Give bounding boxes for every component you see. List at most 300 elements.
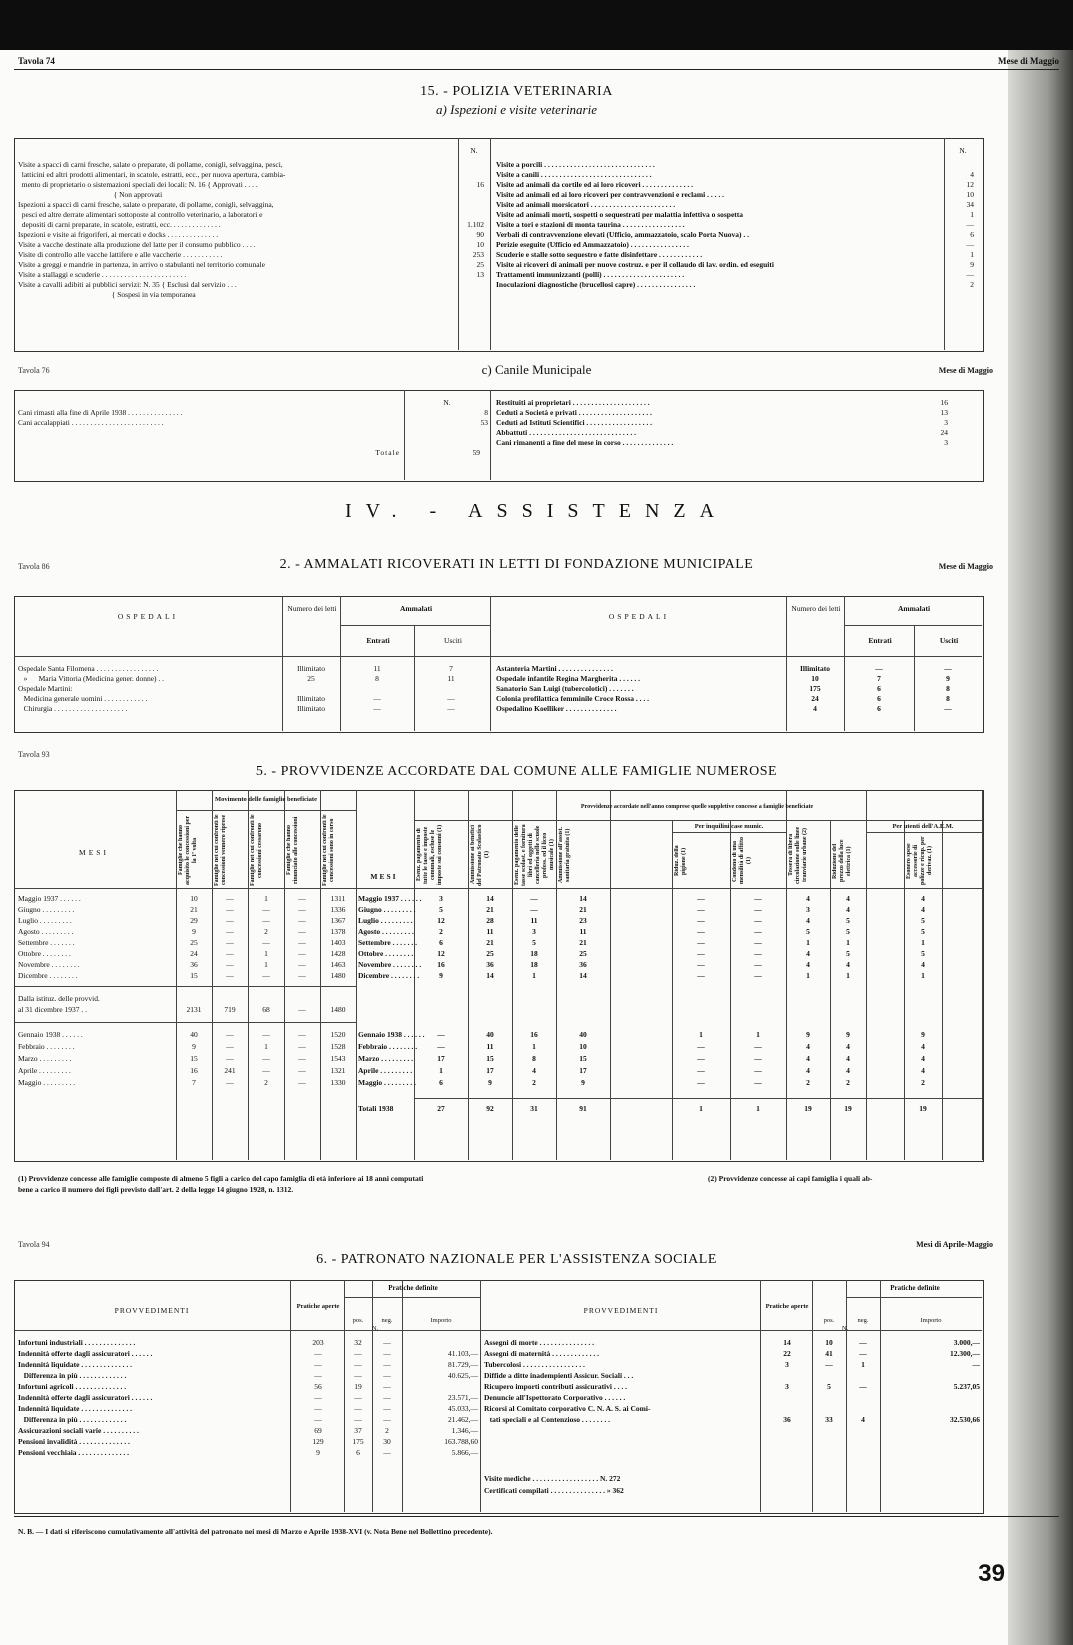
table-row (496, 230, 980, 240)
cell-e: — (373, 694, 381, 703)
cell-g: 4 (861, 1415, 865, 1424)
t86-right-rows (496, 664, 982, 714)
row-label: pesci ed altre derrate alimentari sottoposte al controllo veterinario, a laboratori e (18, 210, 263, 219)
vet-right-rows (496, 160, 980, 290)
cell-n: tati speciali e al Contenzioso . . . . . . . . (484, 1415, 611, 1424)
cell: — (697, 905, 705, 914)
cell-a: 14 (783, 1338, 791, 1347)
cell: 17 (579, 1066, 587, 1075)
t86-title: 2. - AMMALATI RICOVERATI IN LETTI DI FONDAZIONE MUNICIPALE (279, 557, 754, 572)
cell: — (226, 960, 234, 969)
cell: 21 (579, 938, 587, 947)
cell: 1 (264, 1042, 268, 1051)
table-row-month: Ottobre . . . . . . . . (358, 949, 414, 958)
t93-right-col-header: Ammissione ai beneficî del Patronato Scolastico (1) (470, 824, 490, 886)
table-row-month: Settembre . . . . . . . (18, 938, 75, 947)
cell-u: — (447, 694, 455, 703)
cell: 9 (439, 971, 443, 980)
table-row (18, 200, 488, 210)
cell: 9 (192, 927, 196, 936)
row-value: 3 (944, 418, 948, 427)
row-label: Visite ad animali da cortile ed ai loro ricoveri . . . . . . . . . . . . . . (496, 180, 694, 189)
cell: 1321 (330, 1066, 346, 1075)
cell: — (226, 905, 234, 914)
t93-istituz-label-2: al 31 dicembre 1937 . . (18, 1005, 87, 1014)
cell: — (298, 1042, 306, 1051)
cell: 11 (486, 1042, 494, 1051)
cell: — (226, 1042, 234, 1051)
table-row-month: Luglio . . . . . . . . . (358, 916, 413, 925)
cell-u: — (447, 704, 455, 713)
cell: — (298, 1054, 306, 1063)
total-cell: 1 (756, 1104, 760, 1113)
cell-letti: Illimitato (297, 704, 325, 713)
cell-n: Indennità offerte dagli assicuratori . . . . . . (18, 1393, 153, 1402)
t94-h-n-left: N. (371, 1325, 379, 1332)
cell: — (754, 1066, 762, 1075)
cell-u: 8 (946, 694, 950, 703)
cell: 1311 (330, 894, 346, 903)
cell: — (754, 960, 762, 969)
cell-g: 30 (383, 1437, 391, 1446)
cell: 4 (846, 1042, 850, 1051)
cell: 17 (437, 1054, 445, 1063)
canile-total-row (300, 448, 488, 458)
cell: 36 (579, 960, 587, 969)
cell: 25 (486, 949, 494, 958)
cell-n: Differenza in più . . . . . . . . . . . . . (18, 1371, 127, 1380)
row-value: 3 (944, 438, 948, 447)
cell: — (298, 1066, 306, 1075)
cell-letti (282, 684, 340, 694)
canile-right-rows (496, 398, 956, 448)
row-label: Trattamenti immunizzanti (polli) . . . . . . . . . . . . . . . . . . . . . . (496, 270, 685, 279)
cell: 18 (530, 949, 538, 958)
cell-i: 21.462,— (448, 1415, 478, 1424)
cell: 17 (486, 1066, 494, 1075)
cell: 1 (532, 1042, 536, 1051)
assistenza-title: IV. - ASSISTENZA (344, 500, 729, 522)
t94-h-pos-right: pos. (823, 1317, 835, 1324)
table-row-month: Giugno . . . . . . . . . (18, 905, 75, 914)
cell: 2 (921, 1078, 925, 1087)
table-row-month: Novembre . . . . . . . . (358, 960, 422, 969)
table-row (18, 190, 488, 200)
cell: — (298, 949, 306, 958)
cell: 4 (921, 894, 925, 903)
t94-h-def-right: Pratiche definite (890, 1284, 940, 1292)
table-row (496, 664, 982, 674)
cell: 1 (756, 1030, 760, 1039)
t86-h-num-left: Numero dei letti (287, 604, 337, 613)
cell: 5 (532, 938, 536, 947)
cell: — (298, 916, 306, 925)
total-cell: 91 (579, 1104, 587, 1113)
row-value: 12 (966, 180, 974, 189)
cell-n: Diffide a ditte inadempienti Assicur. Sociali . . . (484, 1371, 634, 1380)
cell: 4 (921, 905, 925, 914)
cell: 18 (530, 960, 538, 969)
cell-g: — (383, 1393, 391, 1402)
t86-h-usc-right: Usciti (939, 636, 959, 645)
row-label: Visite di controllo alle vacche lattifere e alle vaccherie . . . . . . . . . . . (18, 250, 223, 259)
cell: 9 (806, 1030, 810, 1039)
row-value: 10 (966, 190, 974, 199)
cell: — (754, 1054, 762, 1063)
t86-h-amm-right: Ammalati (897, 604, 931, 613)
t94-visite: Visite mediche . . . . . . . . . . . . . . . . . . N. 272 (484, 1474, 621, 1483)
cell: 1 (921, 971, 925, 980)
canile-mese: Mese di Maggio (938, 366, 993, 375)
row-label: Visite a greggi e mandrie in partenza, in arrivo o stabulanti nel territorio comunale (18, 260, 265, 269)
cell-e: 8 (375, 674, 379, 683)
t86-h-osp-left: OSPEDALI (117, 612, 179, 621)
cell: — (262, 938, 270, 947)
row-label: Cani accalappiati . . . . . . . . . . . . . . . . . . . . . . . . . (18, 418, 164, 427)
canile-left-rows (18, 408, 488, 428)
table-row-month: Febbraio . . . . . . . . (358, 1042, 418, 1051)
t86-mese: Mese di Maggio (938, 562, 993, 571)
table-row-month: Gennaio 1938 . . . . . . (358, 1030, 425, 1039)
cell-n: Ricupero importi contributi assicurativi . . . . (484, 1382, 627, 1391)
cell: — (697, 1054, 705, 1063)
cell-u: 11 (447, 674, 455, 683)
table-row (496, 704, 982, 714)
cell-a: — (314, 1349, 322, 1358)
cell-name: Colonia profilattica femminile Croce Rossa . . . . (496, 694, 650, 703)
cell-a: 56 (314, 1382, 322, 1391)
row-value (456, 210, 484, 220)
cell-p: — (825, 1360, 833, 1369)
cell-letti: Illimitato (297, 664, 325, 673)
cell: 1428 (330, 949, 346, 958)
cell: — (697, 938, 705, 947)
cell-letti: 25 (307, 674, 315, 683)
cell: 1403 (330, 938, 346, 947)
t93-note-2: (2) Provvidenze concesse ai capi famiglia i quali ab- (708, 1174, 873, 1183)
cell-u: 9 (946, 674, 950, 683)
cell-a: — (314, 1415, 322, 1424)
cell: 4 (846, 960, 850, 969)
t93-left-col-header: Famiglie che hanno rinunciato alle concessioni (286, 816, 299, 884)
t86-h-entr-left: Entrati (366, 636, 390, 645)
table-row (496, 280, 980, 290)
row-value: 253 (472, 250, 484, 259)
cell-n: Infortuni industriali . . . . . . . . . . . . . . (18, 1338, 136, 1347)
running-header (18, 56, 1059, 68)
t93-h-mov: Movimento delle famiglie beneficiate (215, 796, 317, 803)
t94-tab-label: Tavola 94 (18, 1240, 50, 1249)
t93-totali-label: Totali 1938 (358, 1104, 394, 1113)
table-row (18, 230, 488, 240)
canile-n-label: N. (443, 398, 451, 407)
t93-left-col-header: Famiglie nei cui confronti le concessioni vennero riprese (214, 814, 227, 886)
cell: — (226, 1078, 234, 1087)
cell: 1 (806, 938, 810, 947)
t93-left-col-header: Famiglie nei cui confronti le concessioni sono in corso (322, 814, 335, 886)
cell: 5 (846, 916, 850, 925)
t94-mese: Mesi di Aprile-Maggio (916, 1240, 993, 1249)
cell-a: 9 (316, 1448, 320, 1457)
cell: 1 (921, 938, 925, 947)
row-value: 24 (940, 428, 948, 437)
table-row-month: Gennaio 1938 . . . . . . (18, 1030, 83, 1039)
t93-note-1: (1) Provvidenze concesse alle famiglie composte di almeno 5 figli a carico del capo famiglia di età inferiore ai 18 anni computati (18, 1174, 424, 1183)
cell: 1 (846, 938, 850, 947)
table-row (496, 240, 980, 250)
cell-g: — (859, 1382, 867, 1391)
t86-h-num-right: Numero dei letti (791, 604, 841, 613)
top-dark-border (0, 0, 1073, 50)
cell: 2 (264, 927, 268, 936)
t94-footnote: N. B. — I dati si riferiscono cumulativamente all'attività del patronato nei mesi di Marzo e Aprile 1938-XVI (v. Nota Bene nel Bollettino precedente). (18, 1527, 493, 1536)
t93-h-mesi-left: MESI (79, 848, 109, 857)
table-row (18, 210, 488, 220)
cell-g: — (383, 1448, 391, 1457)
row-label: Visite a porcili . . . . . . . . . . . . . . . . . . . . . . . . . . . . . . (496, 160, 655, 169)
cell-p: 33 (825, 1415, 833, 1424)
table-row (18, 180, 488, 190)
cell-g: — (383, 1415, 391, 1424)
t94-h-prov-left: PROVVEDIMENTI (114, 1306, 190, 1315)
row-label: Perizie eseguite (Ufficio ed Ammazzatoio) . . . . . . . . . . . . . . . . (496, 240, 689, 249)
cell: 25 (579, 949, 587, 958)
cell: 23 (579, 916, 587, 925)
cell-i: — (972, 1360, 980, 1369)
cell: 28 (486, 916, 494, 925)
row-label: Visite a tori e stazioni di monta taurina . . . . . . . . . . . . . . . . . (496, 220, 685, 229)
row-value (942, 160, 974, 170)
table-row (496, 270, 980, 280)
cell: 8 (532, 1054, 536, 1063)
cell: 719 (224, 1005, 236, 1014)
cell-i: 163.788,60 (444, 1437, 478, 1446)
total-cell: 27 (437, 1104, 445, 1113)
header-right: Mese di Maggio (998, 56, 1059, 66)
cell-u: 8 (946, 684, 950, 693)
cell: 36 (190, 960, 198, 969)
cell: 14 (579, 894, 587, 903)
cell: 24 (190, 949, 198, 958)
cell-i: 32.530,66 (950, 1415, 980, 1424)
cell-u: 7 (449, 664, 453, 673)
table-row (18, 664, 490, 674)
cell-n: Indennità liquidate . . . . . . . . . . . . . . (18, 1404, 132, 1413)
t93-left-col-header: Famiglie che hanno acquisito le concessioni per la 1ª volta (178, 815, 198, 885)
cell: 1336 (330, 905, 346, 914)
cell: 1520 (330, 1030, 346, 1039)
cell: — (754, 1042, 762, 1051)
cell-u: — (944, 664, 952, 673)
table-row (18, 704, 490, 714)
cell: 4 (806, 1042, 810, 1051)
cell: 4 (532, 1066, 536, 1075)
row-label: depositi di carni preparate, in scatole, estratti, ecc. . . . . . . . . . . . . . (18, 220, 221, 229)
t94-h-prat-left: Pratiche aperte (296, 1303, 340, 1310)
cell: 6 (439, 938, 443, 947)
cell: — (262, 916, 270, 925)
cell-a: — (314, 1404, 322, 1413)
cell-n: Assegni di morte . . . . . . . . . . . . . . . (484, 1338, 594, 1347)
cell-p: 41 (825, 1349, 833, 1358)
cell: — (298, 1030, 306, 1039)
table-row (496, 220, 980, 230)
table-row-month: Giugno . . . . . . . . . (358, 905, 416, 914)
cell-name: Medicina generale uomini . . . . . . . . . . . . (18, 694, 148, 703)
row-value (456, 190, 484, 200)
cell: — (754, 971, 762, 980)
row-label: Visite ad animali morsicatori . . . . . . . . . . . . . . . . . . . . . . . (496, 200, 676, 209)
t93-right-col-header: Riduzione del prezzo della luce elettrica (1) (832, 839, 852, 883)
table-row (18, 270, 488, 280)
row-value (456, 290, 484, 300)
t93-title: 5. - PROVVIDENZE ACCORDATE DAL COMUNE ALLE FAMIGLIE NUMEROSE (255, 764, 778, 779)
cell: 21 (190, 905, 198, 914)
table-row (496, 438, 956, 448)
row-label: Visite a spacci di carni fresche, salate o preparate, di pollame, conigli, selvaggina, pesci, (18, 160, 283, 169)
cell: — (697, 1042, 705, 1051)
cell-e: 11 (373, 664, 381, 673)
cell-n: Tubercolosi . . . . . . . . . . . . . . . . . (484, 1360, 585, 1369)
cell: — (262, 1054, 270, 1063)
cell: — (437, 1042, 445, 1051)
canile-total-value: 59 (472, 448, 480, 457)
cell-n: Indennità liquidate . . . . . . . . . . . . . . (18, 1360, 132, 1369)
cell: 2 (439, 927, 443, 936)
cell: 1 (532, 971, 536, 980)
vet-divider (490, 138, 491, 350)
table-row (18, 418, 488, 428)
cell-i: 23.571,— (448, 1393, 478, 1402)
table-row (18, 408, 488, 418)
t94-h-pos-left: pos. (352, 1317, 364, 1324)
row-value: 1 (970, 250, 974, 259)
cell-a: 129 (312, 1437, 324, 1446)
table-row-month: Ottobre . . . . . . . . (18, 949, 71, 958)
total-cell: 19 (844, 1104, 852, 1113)
cell: — (298, 905, 306, 914)
row-value: — (966, 240, 974, 249)
cell: 12 (437, 916, 445, 925)
table-row-month: Aprile . . . . . . . . . (18, 1066, 71, 1075)
table-row-month: Maggio 1937 . . . . . . (358, 894, 422, 903)
total-cell: 1 (699, 1104, 703, 1113)
row-label: Cani rimasti alla fine di Aprile 1938 . . . . . . . . . . . . . . . (18, 408, 183, 417)
t93-right-col-header: Ammissione all'assist. sanitaria gratuita (1) (558, 827, 571, 884)
cell: 16 (530, 1030, 538, 1039)
row-label: Ceduti a Società e privati . . . . . . . . . . . . . . . . . . . . (496, 408, 652, 417)
cell-n: Pensioni vecchiaia . . . . . . . . . . . . . . (18, 1448, 130, 1457)
cell-i: 41.103,— (448, 1349, 478, 1358)
row-value: 13 (476, 270, 484, 279)
t94-title: 6. - PATRONATO NAZIONALE PER L'ASSISTENZA SOCIALE (316, 1252, 717, 1267)
cell-letti: 4 (813, 704, 817, 713)
cell: — (226, 949, 234, 958)
cell: 1480 (330, 1005, 346, 1014)
cell: 4 (921, 1054, 925, 1063)
table-row-month: Marzo . . . . . . . . . (358, 1054, 413, 1063)
row-label: Ispezioni a spacci di carni fresche, salate o preparate, di pollame, conigli, selvaggina, (18, 200, 274, 209)
row-value: — (966, 220, 974, 229)
t93-right-col-header: Esenz. pagamento delle tasse scolast. e fornitura libri ed oggetti di cancelleria nelle scuole profess. ed il liceo musicale (1) (514, 824, 555, 886)
t94-h-prov-right: PROVVEDIMENTI (583, 1306, 659, 1315)
row-value: 1.102 (467, 220, 484, 229)
cell: 1 (806, 971, 810, 980)
cell-name: » Maria Vittoria (Medicina gener. donne) . . (18, 674, 165, 683)
cell-name: Ospedale Martini: (18, 684, 73, 693)
cell-a: 3 (785, 1382, 789, 1391)
cell-g: — (383, 1338, 391, 1347)
cell: 1 (699, 1030, 703, 1039)
cell: 40 (579, 1030, 587, 1039)
row-label: latticini ed altri prodotti alimentari, in scatole, estratti, ecc., per nuova apertura, cambia- (18, 170, 286, 179)
cell-e: 6 (877, 694, 881, 703)
cell-letti: Illimitato (800, 664, 830, 673)
cell-p: 5 (827, 1382, 831, 1391)
t93-istituz-label: Dalla istituz. delle provvid. (18, 994, 100, 1003)
cell: 4 (806, 949, 810, 958)
cell: — (262, 1030, 270, 1039)
cell-p: 32 (354, 1338, 362, 1347)
cell-name: Ospedale Santa Filomena . . . . . . . . . . . . . . . . . (18, 664, 159, 673)
cell-e: 7 (877, 674, 881, 683)
cell: 4 (806, 916, 810, 925)
cell-e: 6 (877, 704, 881, 713)
table-row (18, 240, 488, 250)
row-value: 6 (970, 230, 974, 239)
cell: 12 (437, 949, 445, 958)
cell: 15 (486, 1054, 494, 1063)
total-cell: 31 (530, 1104, 538, 1113)
cell: 4 (806, 894, 810, 903)
cell-g: — (859, 1349, 867, 1358)
page-number: 39 (978, 1560, 1005, 1587)
cell: 3 (439, 894, 443, 903)
table-row (18, 290, 488, 300)
t94-h-prat-right: Pratiche aperte (765, 1303, 809, 1310)
row-label: Visite a stallaggi e scuderie . . . . . . . . . . . . . . . . . . . . . . . (18, 270, 187, 279)
vet-n-label-left: N. (470, 146, 478, 155)
cell-name: Sanatorio San Luigi (tubercolotici) . . . . . . . (496, 684, 634, 693)
row-label: Visite ad animali morti, sospetti o sequestrati per malattia infettiva o sospetta (496, 210, 744, 219)
cell-g: 1 (861, 1360, 865, 1369)
cell: — (226, 971, 234, 980)
cell: 1528 (330, 1042, 346, 1051)
table-row (496, 180, 980, 190)
vet-left-rows (18, 160, 488, 300)
cell: 9 (921, 1030, 925, 1039)
cell: — (298, 960, 306, 969)
t94-h-neg-right: neg. (857, 1317, 869, 1324)
cell-letti: 24 (811, 694, 819, 703)
cell: — (262, 905, 270, 914)
cell: 4 (921, 1042, 925, 1051)
cell: — (298, 1005, 306, 1014)
t94-certificati: Certificati compilati . . . . . . . . . . . . . . . » 362 (484, 1486, 624, 1495)
t93-left-col-header: Famiglie nei cui confronti le concessioni cessarono (250, 814, 263, 886)
cell: 1 (264, 960, 268, 969)
row-label: Verbali di contravvenzione elevati (Ufficio, ammazzatoio, scalo Porta Nuova) . . (496, 230, 750, 239)
cell-i: 40.625,— (448, 1371, 478, 1380)
table-row-month: Luglio . . . . . . . . . (18, 916, 72, 925)
t93-tab-label: Tavola 93 (18, 750, 50, 759)
cell: 4 (846, 1066, 850, 1075)
cell: — (530, 905, 538, 914)
table-row-month: Agosto . . . . . . . . . (18, 927, 74, 936)
row-label: Visite a cavalli adibiti ai pubblici servizi: N. 35 { Esclusi dal servizio . . . (18, 280, 237, 289)
cell-n: Denuncie all'Ispettorato Corporativo . . . . . . (484, 1393, 626, 1402)
cell-i: 5.866,— (451, 1448, 478, 1457)
